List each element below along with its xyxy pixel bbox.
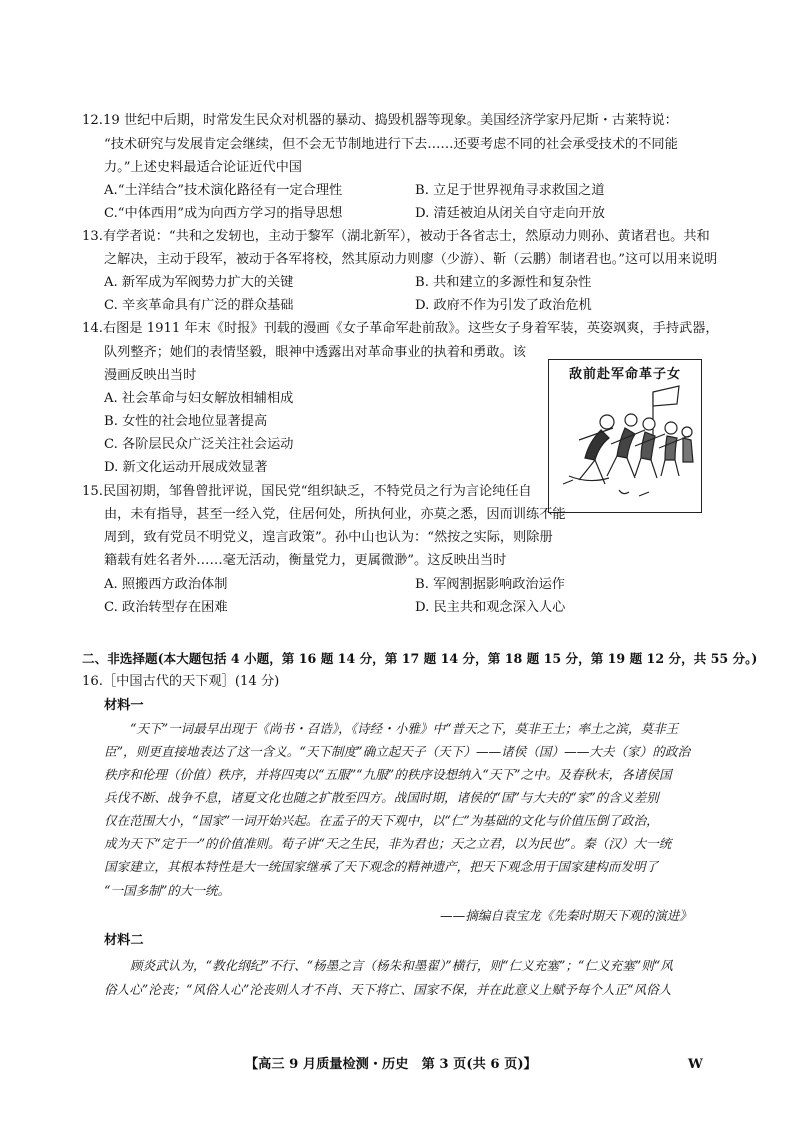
q12-stem-line-2: “技术研究与发展肯定会继续，但不会无节制地进行下去……还要考虑不同的社会承受技术的不同能 [104,137,678,152]
material-1-line-5: 仅在范围大小，“国家”一词开始兴起。在孟子的天下观中，以“仁”为基础的文化与价值压倒了政治， [104,813,659,828]
q12-option-b: B. 立足于世界视角寻求救国之道 [415,183,605,198]
q12-option-d: D. 清廷被迫从闭关自守走向开放 [415,206,605,221]
material-2-line-1: 顾炎武认为，“教化纲纪”不行、“杨墨之言（杨朱和墨翟）”横行，则“仁义充塞”；“仁义充塞”则“风 [130,958,673,973]
material-1-line-8: “一国多制”的大一统。 [104,883,231,898]
material-1-line-2: 臣”，则更直接地表达了这一含义。“天下制度”确立起天子（天下）——诸侯（国）——大夫（家）的政治 [104,744,691,759]
material-1-source: ——摘编自袁宝龙《先秦时期天下观的演进》 [440,908,692,923]
q14-option-c: C. 各阶层民众广泛关注社会运动 [104,437,294,452]
q13-stem-line-1: 13.有学者说：“共和之发轫也，主动于黎军（湖北新军），被动于各省志士，然原动力则孙、黄诸君也。共和 [82,229,710,244]
q15-stem-line-3: 周到，致有党员不明党义，遑言政策”。孙中山也认为：“然按之实际，则除册 [104,530,553,545]
q12-stem-line-3: 力。”上述史料最适合论证近代中国 [104,160,302,175]
material-1-line-6: 成为天下“定于一”的价值准则。荀子讲“天之生民，非为君也；天之立君，以为民也”。秦（汉）大一统 [104,836,672,851]
q13-option-a: A. 新军成为军阀势力扩大的关键 [104,275,294,290]
q14-stem-line-3: 漫画反映出当时 [104,368,197,383]
q14-cartoon-image [548,359,702,513]
q13-option-b: B. 共和建立的多源性和复杂性 [415,275,592,290]
material-1-line-3: 秩序和伦理（价值）秩序，并将四夷以“五服”“九服”的秩序设想纳入“天下”之中。及春秋末，各诸侯国 [104,767,672,782]
cartoon-drawing [549,380,701,512]
footer-text: 【高三 9 月质量检测・历史 第 3 页(共 6 页)】 [245,1057,537,1072]
q14-option-d: D. 新文化运动开展成效显著 [104,460,268,475]
material-1-line-4: 兵伐不断、战争不息，诸夏文化也随之扩散至四方。战国时期，诸侯的“国”与大夫的“家”的含义差别 [104,790,659,805]
q15-option-d: D. 民主共和观念深入人心 [415,600,566,615]
q14-stem-line-1: 14.右图是 1911 年末《时报》刊载的漫画《女子革命军赴前敌》。这些女子身着军装，英姿飒爽，手持武器， [82,321,719,336]
q13-option-c: C. 辛亥革命具有广泛的群众基础 [104,298,294,313]
cartoon-caption: 敌前赴军命革子女 [568,367,681,382]
q12-option-c: C.“中体西用”成为向西方学习的指导思想 [104,206,343,221]
q13-stem-line-2: 之解决，主动于段军，被动于各军将校，然其原动力则廖（少游）、靳（云鹏）制诸君也。”这可以用来说明 [104,252,718,267]
q15-stem-line-1: 15.民国初期，邹鲁曾批评说，国民党“组织缺乏，不特党员之行为言论纯任自 [82,484,532,499]
footer-mark: W [688,1057,703,1072]
q14-option-b: B. 女性的社会地位显著提高 [104,414,268,429]
material-1-line-1: “天下”一词最早出现于《尚书・召诰》，《诗经・小雅》中“普天之下，莫非王土；率土之滨，莫非王 [130,721,679,736]
material-1-line-7: 国家建立，其根本特性是大一统国家继承了天下观念的精神遗产，把天下观念用于国家建构而发明了 [104,859,659,874]
material-1-label: 材料一 [104,698,144,713]
material-2-label: 材料二 [104,933,144,948]
q16-title: 16.［中国古代的天下观］(14 分) [82,674,280,689]
q14-stem-line-2: 队列整齐；她们的表情坚毅，眼神中透露出对革命事业的执着和勇敢。该 [104,345,526,360]
q12-stem-line-1: 12.19 世纪中后期，时常发生民众对机器的暴动、捣毁机器等现象。美国经济学家丹尼斯・古莱特说： [82,113,678,128]
q15-stem-line-4: 籍载有姓名者外……毫无活动，衡量党力，更属微渺”。这反映出当时 [104,553,507,568]
q13-option-d: D. 政府不作为引发了政治危机 [415,298,592,313]
section2-heading: 二、非选择题(本大题包括 4 小题，第 16 题 14 分，第 17 题 14 分，第 18 题 15 分，第 19 题 12 分，共 55 分。) [82,651,758,666]
q14-option-a: A. 社会革命与妇女解放相辅相成 [104,391,294,406]
q15-option-a: A. 照搬西方政治体制 [104,577,228,592]
q15-stem-line-2: 由，未有指导，甚至一经入党，住居何处，所执何业，亦莫之悉，因而训练不能 [104,507,566,522]
q15-option-b: B. 军阀割据影响政治运作 [415,577,565,592]
q12-option-a: A.“土洋结合”技术演化路径有一定合理性 [104,183,343,198]
q15-option-c: C. 政治转型存在困难 [104,600,228,615]
material-2-line-2: 俗人心”沦丧；“风俗人心”沦丧则人才不肖、天下将亡、国家不保，并在此意义上赋予每个人正“风俗人 [104,982,672,997]
